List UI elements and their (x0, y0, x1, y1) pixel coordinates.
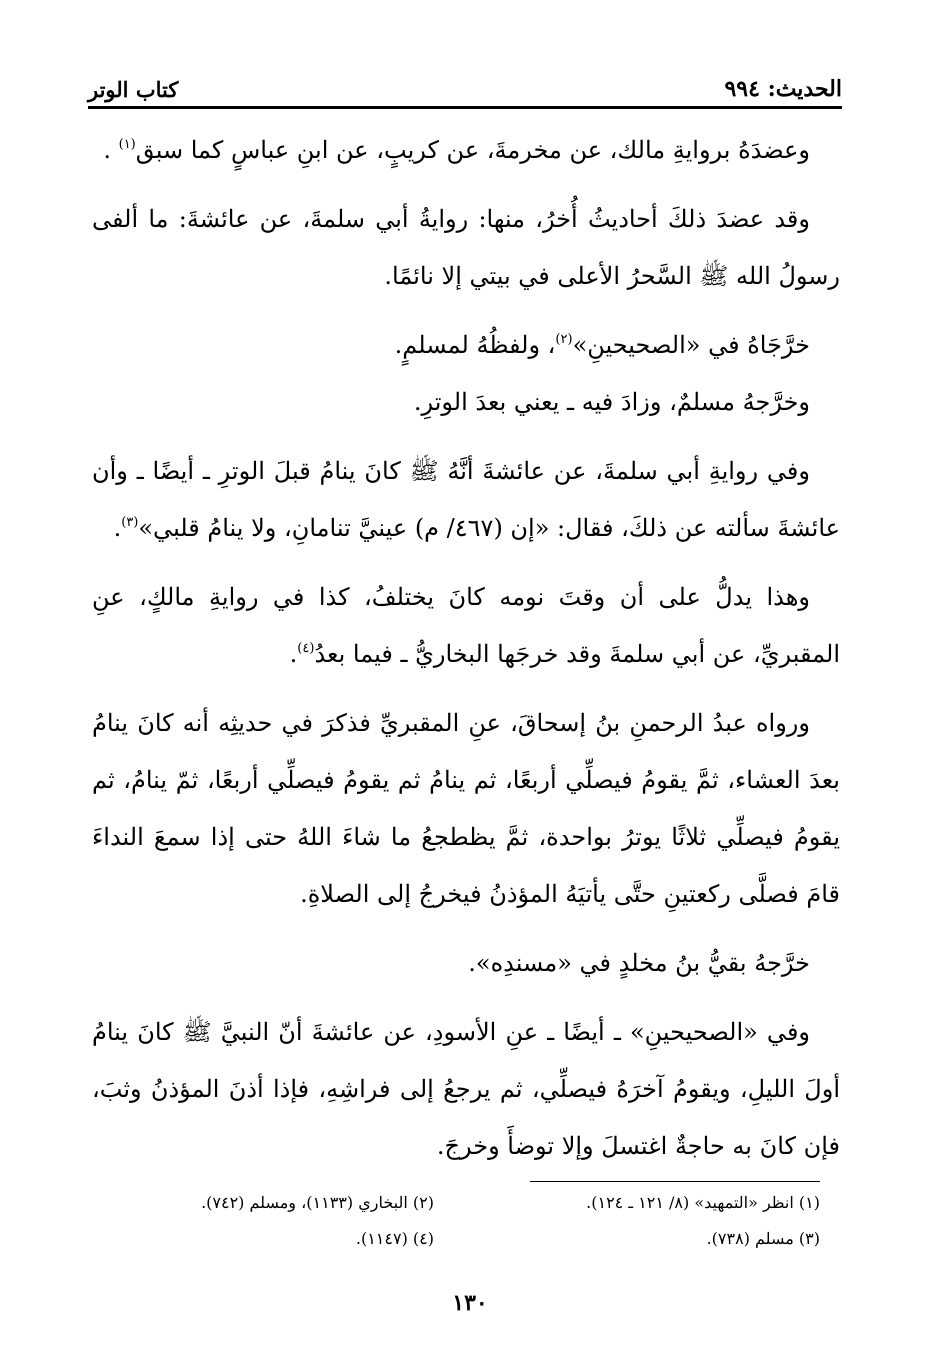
footnote-3: (٣) مسلم (٧٣٨). (706, 1229, 820, 1248)
paragraph: وقد عضدَ ذلكَ أحاديثُ أُخرُ، منها: روايةُ أبي سلمةَ، عن عائشةَ: ما ألفى رسولُ الله ﷺ السَّحرُ الأعلى في بيتي إلا نائمًا. (92, 205, 840, 290)
running-header (88, 68, 842, 102)
paragraph: وفي روايةِ أبي سلمةَ، عن عائشةَ أنَّهُ ﷺ كانَ ينامُ قبلَ الوترِ ـ أيضًا ـ وأن عائشةَ سألته عن ذلكَ، فقال: «إن (٤٦٧/ م) عينيَّ تنامانِ، ولا ينامُ قلبي»$^{(٣)}$. (92, 457, 840, 542)
footnote-marker[interactable]: (٢) (555, 332, 573, 347)
footnote-rule (530, 1181, 820, 1182)
hadith-number: الحديث: ٩٩٤ (724, 76, 842, 102)
paragraph: وخرَّجهُ مسلمٌ، وزادَ فيه ـ يعني بعدَ الوترِ. (413, 388, 810, 416)
header-rule (88, 106, 842, 109)
book-title: كتاب الوتر (88, 77, 179, 102)
main-text (92, 122, 840, 1175)
paragraph: خرَّجهُ بقيُّ بنُ مخلدٍ في «مسندِه». (468, 949, 810, 977)
footnote-2: (٢) البخاري (١١٣٣)، ومسلم (٧٤٢). (201, 1193, 434, 1212)
footnote-1: (١) انظر «التمهيد» (٨/ ١٢١ ـ ١٢٤). (586, 1193, 820, 1212)
footnote-marker[interactable]: (١) (118, 137, 136, 152)
paragraph: وهذا يدلُّ على أن وقتَ نومه كانَ يختلفُ، كذا في روايةِ مالكٍ، عنِ المقبريِّ، عن أبي سلمةَ وقد خرجَها البخاريُّ ـ فيما بعدُ$^{(٤)}$. (92, 583, 840, 668)
page-number: ١٣٠ (452, 1290, 488, 1316)
footnote-marker[interactable]: (٣) (121, 515, 139, 530)
paragraph: وفي «الصحيحينِ» ـ أيضًا ـ عنِ الأسودِ، عن عائشةَ أنّ النبيَّ ﷺ كانَ ينامُ أولَ الليلِ، ويقومُ آخرَهُ فيصلِّي، ثم يرجعُ إلى فراشِهِ، فإذا أذنَ المؤذنُ وثبَ، فإن كانَ به حاجةٌ اغتسلَ وإلا توضأَ وخرجَ. (92, 1018, 840, 1160)
footnote-4: (٤) (١١٤٧). (355, 1229, 434, 1248)
footnotes (108, 1192, 820, 1250)
paragraph: خرَّجَاهُ في «الصحيحينِ»$^{(٢)}$، ولفظُهُ لمسلمٍ. (394, 331, 810, 359)
paragraph: وعضدَهُ بروايةِ مالك، عن مخرمةَ، عن كريبٍ، عن ابنِ عباسٍ كما سبق$^{(١)}$ . (103, 136, 810, 164)
footnote-marker[interactable]: (٤) (297, 641, 315, 656)
paragraph: ورواه عبدُ الرحمنِ بنُ إسحاقَ، عنِ المقبريِّ فذكرَ في حديثِه أنه كانَ ينامُ بعدَ العشاء، ثمَّ يقومُ فيصلِّي أربعًا، ثم ينامُ ثم يقومُ فيصلِّي أربعًا، ثمّ ينامُ، ثم يقومُ فيصلِّي ثلاثًا يوترُ بواحدة، ثمَّ يظطجعُ ما شاءَ اللهُ حتى إذا سمعَ النداءَ قامَ فصلَّى ركعتينِ حتَّى يأتيَهُ المؤذنُ فيخرجُ إلى الصلاةِ. (92, 709, 840, 908)
